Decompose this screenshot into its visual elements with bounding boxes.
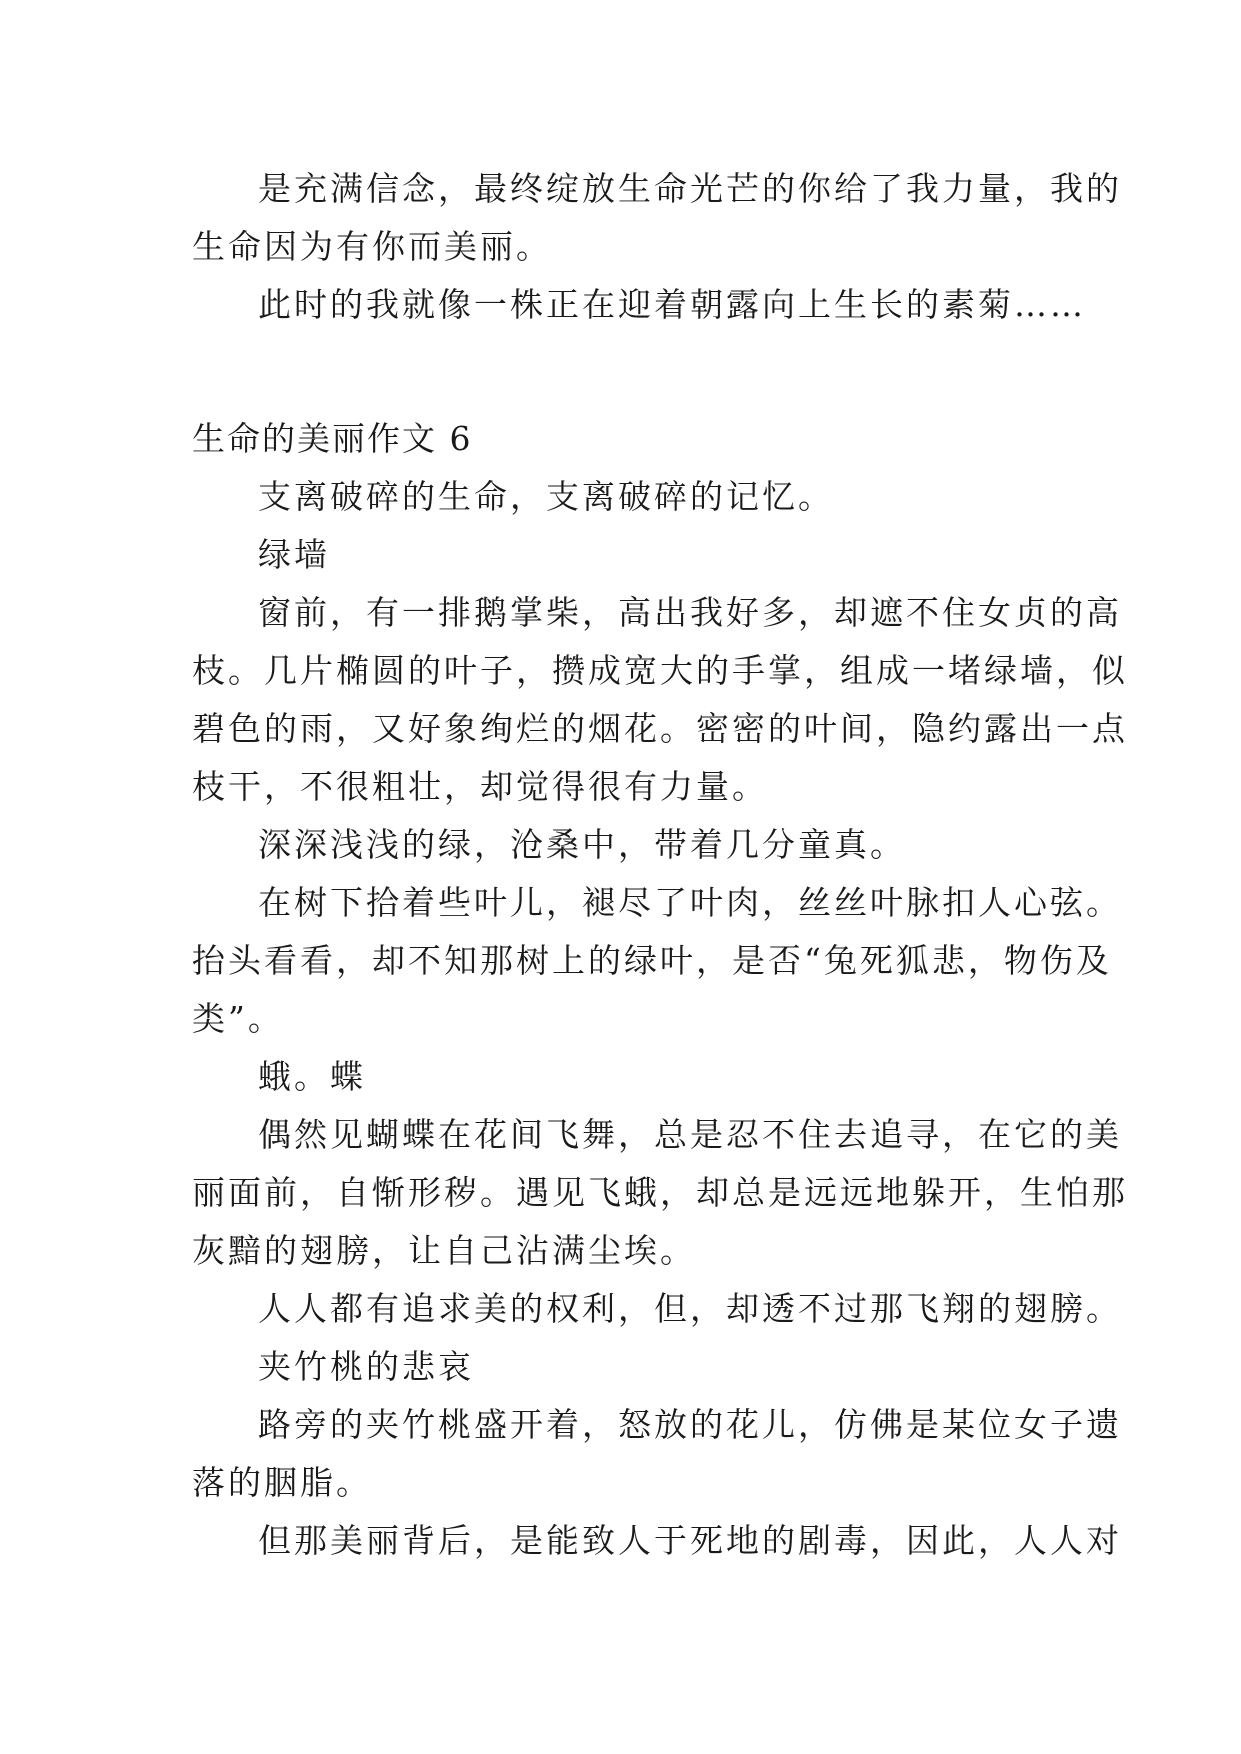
paragraph-line: 落的胭脂。 (192, 1463, 372, 1502)
paragraph-line: 但那美丽背后，是能致人于死地的剧毒，因此，人人对 (258, 1521, 1122, 1560)
paragraph-line: 人人都有追求美的权利，但，却透不过那飞翔的翅膀。 (258, 1289, 1122, 1328)
section-title: 生命的美丽作文 6 (192, 419, 473, 458)
paragraph-line: 碧色的雨，又好象绚烂的烟花。密密的叶间，隐约露出一点 (192, 709, 1128, 748)
paragraph-line: 类”。 (192, 999, 284, 1038)
document-text (192, 160, 1128, 1570)
subheading-green-wall: 绿墙 (258, 535, 330, 574)
section-spacer (192, 334, 1052, 410)
paragraph-line: 是充满信念，最终绽放生命光芒的你给了我力量，我的 (258, 169, 1122, 208)
paragraph-line: 路旁的夹竹桃盛开着，怒放的花儿，仿佛是某位女子遗 (258, 1405, 1122, 1444)
paragraph-line: 窗前，有一排鹅掌柴，高出我好多，却遮不住女贞的高 (258, 593, 1122, 632)
subheading-moth-butterfly: 蛾。蝶 (258, 1057, 366, 1096)
paragraph-line: 灰黯的翅膀，让自己沾满尘埃。 (192, 1231, 696, 1270)
paragraph-line: 支离破碎的生命，支离破碎的记忆。 (258, 477, 834, 516)
paragraph-line: 在树下拾着些叶儿，褪尽了叶肉，丝丝叶脉扣人心弦。 (258, 883, 1122, 922)
paragraph-line: 枝干，不很粗壮，却觉得很有力量。 (192, 767, 768, 806)
paragraph-line: 偶然见蝴蝶在花间飞舞，总是忍不住去追寻，在它的美 (258, 1115, 1122, 1154)
paragraph-line: 抬头看看，却不知那树上的绿叶，是否“兔死狐悲，物伤及 (192, 941, 1112, 980)
paragraph-line: 深深浅浅的绿，沧桑中，带着几分童真。 (258, 825, 906, 864)
paragraph-line: 此时的我就像一株正在迎着朝露向上生长的素菊…… (258, 285, 1086, 324)
paragraph-line: 丽面前，自惭形秽。遇见飞蛾，却总是远远地躲开，生怕那 (192, 1173, 1128, 1212)
paragraph-line: 生命因为有你而美丽。 (192, 227, 552, 266)
paragraph-line: 枝。几片椭圆的叶子，攒成宽大的手掌，组成一堵绿墙，似 (192, 651, 1128, 690)
subheading-oleander: 夹竹桃的悲哀 (258, 1347, 474, 1386)
